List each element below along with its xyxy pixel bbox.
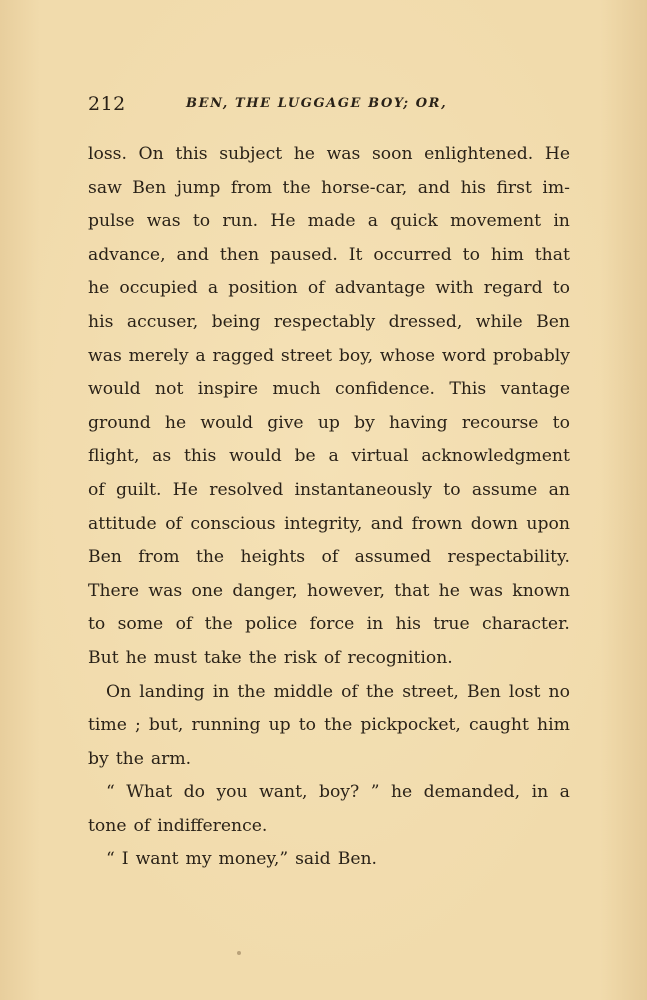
body-text bbox=[88, 138, 570, 877]
word: and bbox=[176, 244, 209, 265]
word: much bbox=[272, 379, 321, 400]
text-line bbox=[88, 172, 570, 206]
word: boy, bbox=[338, 345, 374, 366]
word: down bbox=[470, 513, 518, 534]
word: of bbox=[323, 647, 341, 668]
word: It bbox=[348, 244, 363, 265]
word: to bbox=[192, 211, 211, 232]
text-line bbox=[88, 810, 570, 844]
word: of bbox=[321, 547, 339, 568]
word: middle bbox=[273, 681, 334, 702]
word: take bbox=[203, 647, 242, 668]
word: “ bbox=[106, 782, 115, 803]
text-line bbox=[88, 239, 570, 273]
word: some bbox=[117, 614, 164, 635]
word: He bbox=[544, 144, 570, 164]
text-line bbox=[88, 676, 570, 710]
word: enlightened. bbox=[424, 144, 534, 164]
word: occupied bbox=[119, 278, 198, 299]
word: was bbox=[148, 580, 183, 601]
word: quick bbox=[390, 211, 438, 232]
word: whose bbox=[379, 345, 436, 366]
word: he bbox=[164, 412, 187, 433]
word: risk bbox=[283, 647, 317, 668]
text-line bbox=[88, 743, 570, 777]
word: time bbox=[88, 715, 127, 736]
word: up bbox=[317, 412, 340, 433]
text-line bbox=[88, 843, 570, 877]
word: you bbox=[216, 782, 248, 803]
word: paused. bbox=[270, 244, 338, 265]
word: but, bbox=[148, 715, 184, 736]
text-line bbox=[88, 373, 570, 407]
word: danger, bbox=[232, 580, 298, 601]
word: and bbox=[417, 177, 451, 198]
word: conscious bbox=[190, 513, 276, 534]
word: movement bbox=[450, 211, 542, 232]
word: known bbox=[512, 580, 570, 601]
word: in bbox=[553, 211, 570, 232]
word: and bbox=[370, 513, 404, 534]
word: from bbox=[138, 547, 180, 568]
word: him bbox=[490, 244, 524, 265]
text-line bbox=[88, 709, 570, 743]
word: ragged bbox=[212, 345, 275, 366]
word: give bbox=[267, 412, 304, 433]
page-number: 212 bbox=[88, 93, 126, 115]
word: to bbox=[552, 278, 570, 299]
word: street bbox=[280, 345, 333, 366]
word: of bbox=[307, 278, 325, 299]
word: his bbox=[460, 177, 486, 198]
word: run. bbox=[222, 211, 259, 232]
text-line bbox=[88, 508, 570, 542]
word: this bbox=[184, 446, 217, 467]
word: respectability. bbox=[447, 547, 570, 568]
word: occurred bbox=[373, 244, 452, 265]
word: He bbox=[172, 479, 198, 500]
word: resolved bbox=[209, 479, 284, 500]
running-title: BEN, THE LUGGAGE BOY; OR, bbox=[186, 96, 448, 111]
word: He bbox=[270, 211, 296, 232]
word: want bbox=[135, 849, 179, 870]
word: confidence. bbox=[334, 379, 435, 400]
word: in bbox=[531, 782, 549, 803]
word: he bbox=[125, 647, 147, 668]
word: jump bbox=[176, 177, 221, 198]
word: assume bbox=[471, 479, 538, 500]
word: he bbox=[390, 782, 413, 803]
word: no bbox=[548, 681, 570, 702]
text-line bbox=[88, 440, 570, 474]
text-line bbox=[88, 776, 570, 810]
text-line bbox=[88, 306, 570, 340]
word: a bbox=[559, 782, 570, 803]
word: to bbox=[552, 412, 570, 433]
word: upon bbox=[526, 513, 570, 534]
word: running bbox=[191, 715, 261, 736]
word: demanded, bbox=[423, 782, 521, 803]
word: a bbox=[207, 278, 219, 299]
word: not bbox=[155, 379, 184, 400]
word: a bbox=[195, 345, 206, 366]
word: that bbox=[534, 244, 570, 265]
word: pulse bbox=[88, 211, 135, 232]
word: “ bbox=[106, 849, 115, 870]
word: do bbox=[183, 782, 205, 803]
word: tone bbox=[88, 815, 127, 836]
word: with bbox=[435, 278, 474, 299]
word: vantage bbox=[500, 379, 570, 400]
word: one bbox=[191, 580, 224, 601]
word: his bbox=[395, 614, 421, 635]
word: while bbox=[475, 311, 523, 332]
word: in bbox=[366, 614, 384, 635]
word: heights bbox=[240, 547, 306, 568]
word: horse-car, bbox=[321, 177, 408, 198]
text-line bbox=[88, 272, 570, 306]
word: Ben bbox=[536, 311, 570, 332]
word: accuser, bbox=[126, 311, 199, 332]
word: word bbox=[441, 345, 487, 366]
word: that bbox=[394, 580, 430, 601]
word: having bbox=[389, 412, 448, 433]
word: Ben bbox=[88, 547, 122, 568]
text-line bbox=[88, 541, 570, 575]
word: of bbox=[341, 681, 358, 702]
word: position bbox=[228, 278, 298, 299]
word: pickpocket, bbox=[360, 715, 461, 736]
word: landing bbox=[139, 681, 205, 702]
word: flight, bbox=[88, 446, 140, 467]
word: up bbox=[268, 715, 291, 736]
word: probably bbox=[492, 345, 570, 366]
word: advance, bbox=[88, 244, 166, 265]
text-line bbox=[88, 407, 570, 441]
word: guilt. bbox=[116, 479, 162, 500]
word: was bbox=[88, 345, 122, 366]
word: caught bbox=[468, 715, 529, 736]
word: true bbox=[433, 614, 470, 635]
word: said bbox=[295, 849, 331, 870]
text-line bbox=[88, 205, 570, 239]
word: to bbox=[462, 244, 480, 265]
word: frown bbox=[411, 513, 463, 534]
word: a bbox=[367, 211, 378, 232]
word: ; bbox=[134, 715, 141, 736]
word: a bbox=[328, 446, 339, 467]
word: would bbox=[200, 412, 254, 433]
word: Ben bbox=[466, 681, 501, 702]
word: respectably bbox=[273, 311, 376, 332]
word: the bbox=[204, 614, 233, 635]
word: must bbox=[153, 647, 197, 668]
word: arm. bbox=[150, 748, 192, 769]
word: But bbox=[88, 647, 119, 668]
word: by bbox=[88, 748, 109, 769]
word: this bbox=[175, 144, 208, 164]
word: This bbox=[449, 379, 487, 400]
word: in bbox=[212, 681, 230, 702]
text-line bbox=[88, 642, 570, 676]
text-line bbox=[88, 138, 570, 172]
word: of bbox=[133, 815, 151, 836]
word: he bbox=[438, 580, 460, 601]
word: instantaneously bbox=[294, 479, 432, 500]
word: from bbox=[230, 177, 273, 198]
word: im- bbox=[542, 177, 570, 198]
word: boy? bbox=[318, 782, 360, 803]
word: would bbox=[88, 379, 141, 400]
word: inspire bbox=[197, 379, 259, 400]
word: force bbox=[309, 614, 355, 635]
word: I bbox=[121, 849, 129, 870]
word: of bbox=[175, 614, 193, 635]
word: the bbox=[115, 748, 144, 769]
word: being bbox=[211, 311, 261, 332]
word: to bbox=[88, 614, 106, 635]
word: the bbox=[324, 715, 353, 736]
word: was bbox=[469, 580, 503, 601]
word: by bbox=[354, 412, 375, 433]
word: was bbox=[146, 211, 181, 232]
word: character. bbox=[481, 614, 570, 635]
word: him bbox=[537, 715, 570, 736]
word: he bbox=[88, 278, 110, 299]
word: to bbox=[443, 479, 461, 500]
word: to bbox=[298, 715, 317, 736]
word: his bbox=[88, 311, 114, 332]
word: assumed bbox=[354, 547, 432, 568]
word: was bbox=[326, 144, 361, 164]
word: police bbox=[245, 614, 298, 635]
word: regard bbox=[483, 278, 543, 299]
word: Ben bbox=[132, 177, 167, 198]
text-line bbox=[88, 474, 570, 508]
word: want, bbox=[259, 782, 308, 803]
word: ground bbox=[88, 412, 151, 433]
word: the bbox=[365, 681, 395, 702]
word: recourse bbox=[461, 412, 539, 433]
word: What bbox=[126, 782, 173, 803]
word: attitude bbox=[88, 513, 157, 534]
word: of bbox=[88, 479, 105, 500]
word: street, bbox=[402, 681, 459, 702]
word: the bbox=[248, 647, 277, 668]
word: the bbox=[282, 177, 311, 198]
word: be bbox=[294, 446, 316, 467]
word: recognition. bbox=[347, 647, 453, 668]
text-line bbox=[88, 575, 570, 609]
word: soon bbox=[371, 144, 413, 164]
word: On bbox=[138, 144, 164, 164]
word: would bbox=[229, 446, 282, 467]
word: made bbox=[307, 211, 356, 232]
word: saw bbox=[88, 177, 122, 198]
word: money,” bbox=[218, 849, 289, 870]
word: integrity, bbox=[284, 513, 363, 534]
word: the bbox=[237, 681, 266, 702]
word: merely bbox=[128, 345, 189, 366]
word: first bbox=[496, 177, 532, 198]
word: indifference. bbox=[157, 815, 268, 836]
word: advantage bbox=[334, 278, 426, 299]
word: as bbox=[152, 446, 172, 467]
word: then bbox=[219, 244, 260, 265]
word: loss. bbox=[88, 144, 127, 164]
word: ” bbox=[370, 782, 380, 803]
word: subject bbox=[219, 144, 283, 164]
running-head bbox=[88, 93, 570, 119]
text-line bbox=[88, 340, 570, 374]
word: On bbox=[106, 681, 132, 702]
word: Ben. bbox=[337, 849, 378, 870]
word: an bbox=[548, 479, 570, 500]
word: however, bbox=[306, 580, 385, 601]
word: There bbox=[88, 580, 140, 601]
text-line bbox=[88, 608, 570, 642]
word: of bbox=[165, 513, 182, 534]
word: virtual bbox=[351, 446, 409, 467]
word: dressed, bbox=[388, 311, 463, 332]
word: acknowledgment bbox=[421, 446, 570, 467]
word: the bbox=[195, 547, 225, 568]
paper-speck bbox=[237, 951, 241, 955]
word: he bbox=[293, 144, 315, 164]
word: my bbox=[185, 849, 212, 870]
word: lost bbox=[508, 681, 541, 702]
